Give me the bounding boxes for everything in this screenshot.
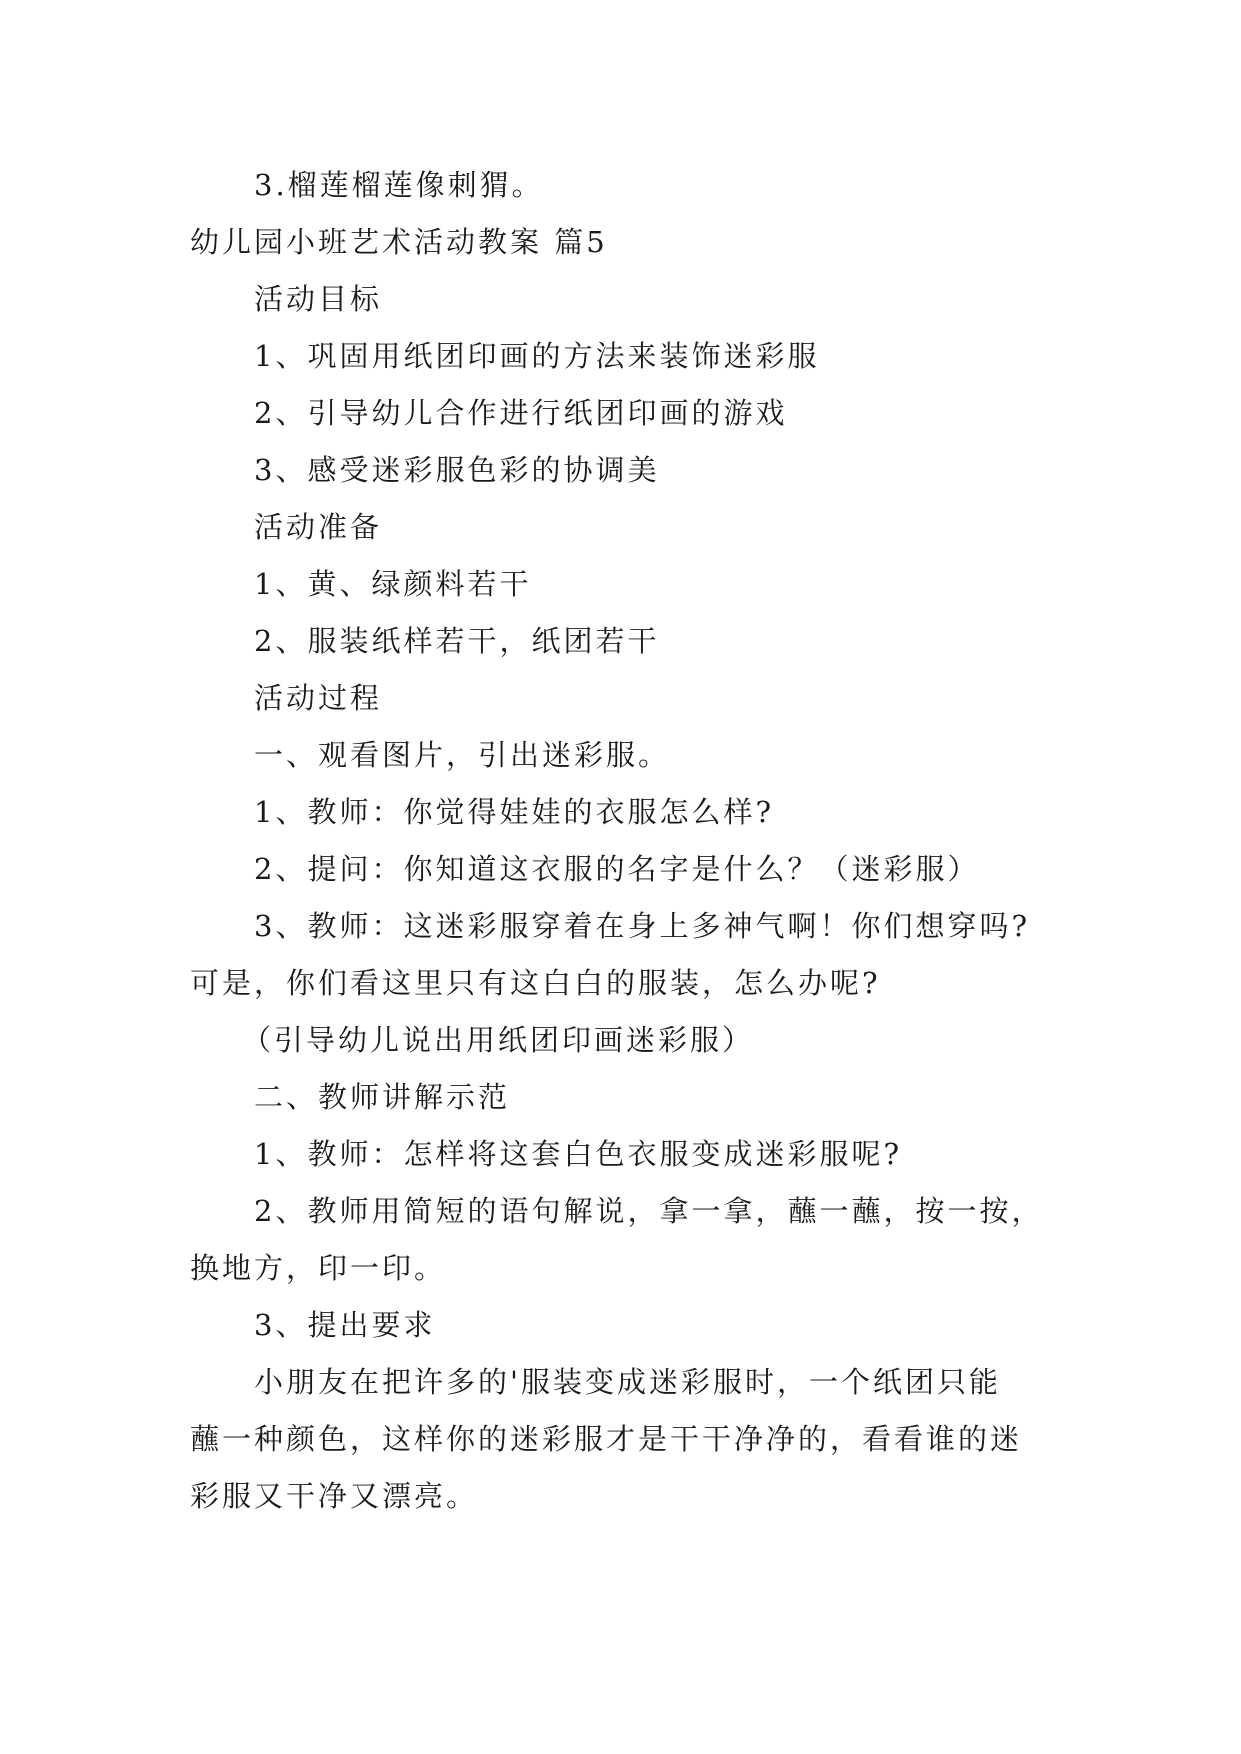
text-line: （引导幼儿说出用纸团印画迷彩服）: [242, 1023, 755, 1057]
text-line: 一、观看图片，引出迷彩服。: [254, 738, 671, 772]
text-line: 3、提出要求: [254, 1308, 436, 1342]
text-line: 彩服又干净又漂亮。: [190, 1479, 479, 1513]
text-line: 1、黄、绿颜料若干: [254, 567, 532, 601]
subheading: 活动目标: [254, 282, 383, 316]
text-line: 1、巩固用纸团印画的方法来装饰迷彩服: [254, 339, 820, 373]
section-heading: 幼儿园小班艺术活动教案 篇5: [190, 225, 608, 259]
text-line: 1、教师：你觉得娃娃的衣服怎么样?: [254, 795, 774, 829]
text-line: 2、引导幼儿合作进行纸团印画的游戏: [254, 396, 788, 430]
text-line: 3、教师：这迷彩服穿着在身上多神气啊！你们想穿吗?: [254, 909, 1030, 943]
text-line: 2、服装纸样若干，纸团若干: [254, 624, 660, 658]
subheading: 活动过程: [254, 681, 383, 715]
text-line: 换地方，印一印。: [190, 1251, 447, 1285]
text-line: 2、教师用简短的语句解说，拿一拿，蘸一蘸，按一按，: [254, 1194, 1044, 1228]
text-line: 小朋友在把许多的'服装变成迷彩服时，一个纸团只能: [254, 1365, 1001, 1399]
text-line: 3、感受迷彩服色彩的协调美: [254, 453, 660, 487]
subheading: 二、教师讲解示范: [254, 1080, 511, 1114]
subheading: 活动准备: [254, 510, 383, 544]
text-line: 可是，你们看这里只有这白白的服装，怎么办呢?: [190, 966, 881, 1000]
text-line: 蘸一种颜色，这样你的迷彩服才是干干净净的，看看谁的迷: [190, 1422, 1023, 1456]
text-line: 2、提问：你知道这衣服的名字是什么？（迷彩服）: [254, 852, 980, 886]
text-line: 1、教师：怎样将这套白色衣服变成迷彩服呢?: [254, 1137, 902, 1171]
text-line: 3.榴莲榴莲像刺猬。: [254, 168, 544, 202]
